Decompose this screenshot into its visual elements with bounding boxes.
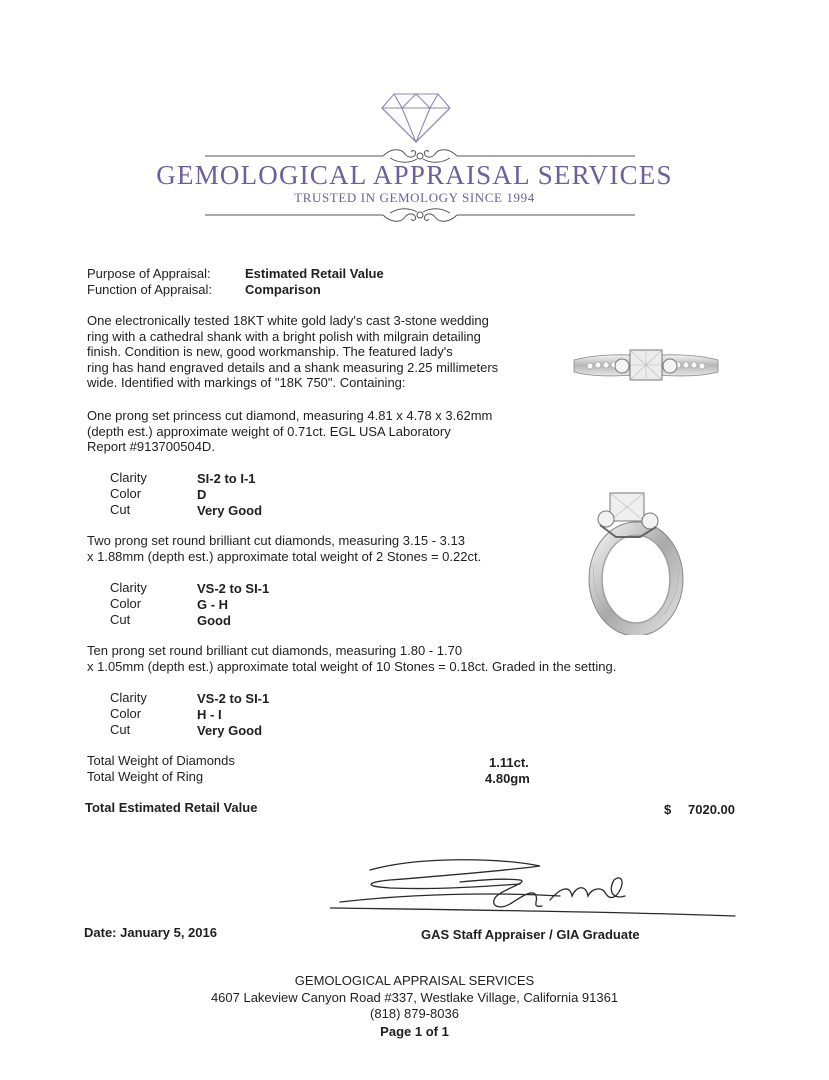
grade-label: Clarity <box>110 470 147 485</box>
ornament-divider-icon <box>205 205 635 225</box>
company-tagline: TRUSTED IN GEMOLOGY SINCE 1994 <box>294 190 535 205</box>
ring-description <box>87 313 498 391</box>
grade-label: Cut <box>110 722 131 737</box>
diamond-logo-icon <box>380 92 452 144</box>
page-number: Page 1 of 1 <box>380 1024 449 1039</box>
ring-photo-top <box>566 328 726 408</box>
stone-text-line: Ten prong set round brilliant cut diamonds, measuring 1.80 - 1.70 <box>87 643 463 658</box>
grade-label: Color <box>110 596 142 611</box>
stone-text-line: (depth est.) approximate weight of 0.71ct. EGL USA Laboratory <box>87 423 451 439</box>
footer-company: GEMOLOGICAL APPRAISAL SERVICES <box>294 973 535 988</box>
stone-description <box>87 408 492 455</box>
company-title: GEMOLOGICAL APPRAISAL SERVICES <box>156 160 673 190</box>
ring-photo-angle <box>570 485 690 635</box>
grade-label: Cut <box>110 612 131 627</box>
grade-label: Color <box>110 486 142 501</box>
stone-description <box>87 643 616 674</box>
currency-symbol: $ <box>664 802 672 817</box>
total-ring-label: Total Weight of Ring <box>87 769 204 784</box>
stone-text-line: One prong set princess cut diamond, measuring 4.81 x 4.78 x 3.62mm <box>87 408 493 423</box>
grade-label: Clarity <box>110 580 147 595</box>
stone-text-line: x 1.88mm (depth est.) approximate total weight of 2 Stones = 0.22ct. <box>87 548 482 564</box>
total-diamonds-label: Total Weight of Diamonds <box>87 753 235 768</box>
stone-text-line: x 1.05mm (depth est.) approximate total weight of 10 Stones = 0.18ct. Graded in the setting. <box>87 658 617 674</box>
grade-label: Color <box>110 706 142 721</box>
total-diamonds-value: 1.11ct. <box>489 755 529 770</box>
grade-label: Cut <box>110 502 131 517</box>
grade-value: SI-2 to I-1 <box>197 471 256 486</box>
appraiser-title: GAS Staff Appraiser / GIA Graduate <box>421 927 640 942</box>
footer-address: 4607 Lakeview Canyon Road #337, Westlake Village, California 91361 <box>210 990 619 1005</box>
total-retail-value: 7020.00 <box>688 802 735 817</box>
description-line: ring has hand engraved details and a shank measuring 2.25 millimeters <box>87 359 499 375</box>
description-line: One electronically tested 18KT white gold lady's cast 3-stone wedding <box>87 313 489 328</box>
grade-label: Clarity <box>110 690 147 705</box>
stone-text-line: Report #913700504D. <box>87 439 215 454</box>
grade-value: H - I <box>197 707 222 722</box>
grade-value: D <box>197 487 207 502</box>
grade-value: Very Good <box>197 503 263 518</box>
grade-value: VS-2 to SI-1 <box>197 581 270 596</box>
appraisal-date: Date: January 5, 2016 <box>84 925 217 940</box>
description-line: ring with a cathedral shank with a bright polish with milgrain detailing <box>87 328 481 344</box>
footer-phone: (818) 879-8036 <box>370 1006 459 1021</box>
stone-text-line: Two prong set round brilliant cut diamonds, measuring 3.15 - 3.13 <box>87 533 465 548</box>
function-value: Comparison <box>245 282 321 297</box>
description-line: wide. Identified with markings of "18K 750". Containing: <box>87 375 406 390</box>
total-retail-label: Total Estimated Retail Value <box>85 800 258 815</box>
purpose-value: Estimated Retail Value <box>245 266 384 281</box>
signature <box>330 850 740 930</box>
function-label: Function of Appraisal: <box>87 282 213 297</box>
stone-description <box>87 533 481 564</box>
purpose-label: Purpose of Appraisal: <box>87 266 211 281</box>
grade-value: G - H <box>197 597 229 612</box>
grade-value: VS-2 to SI-1 <box>197 691 270 706</box>
total-ring-value: 4.80gm <box>485 771 530 786</box>
description-line: finish. Condition is new, good workmanship. The featured lady's <box>87 344 453 359</box>
grade-value: Good <box>197 613 231 628</box>
grade-value: Very Good <box>197 723 263 738</box>
